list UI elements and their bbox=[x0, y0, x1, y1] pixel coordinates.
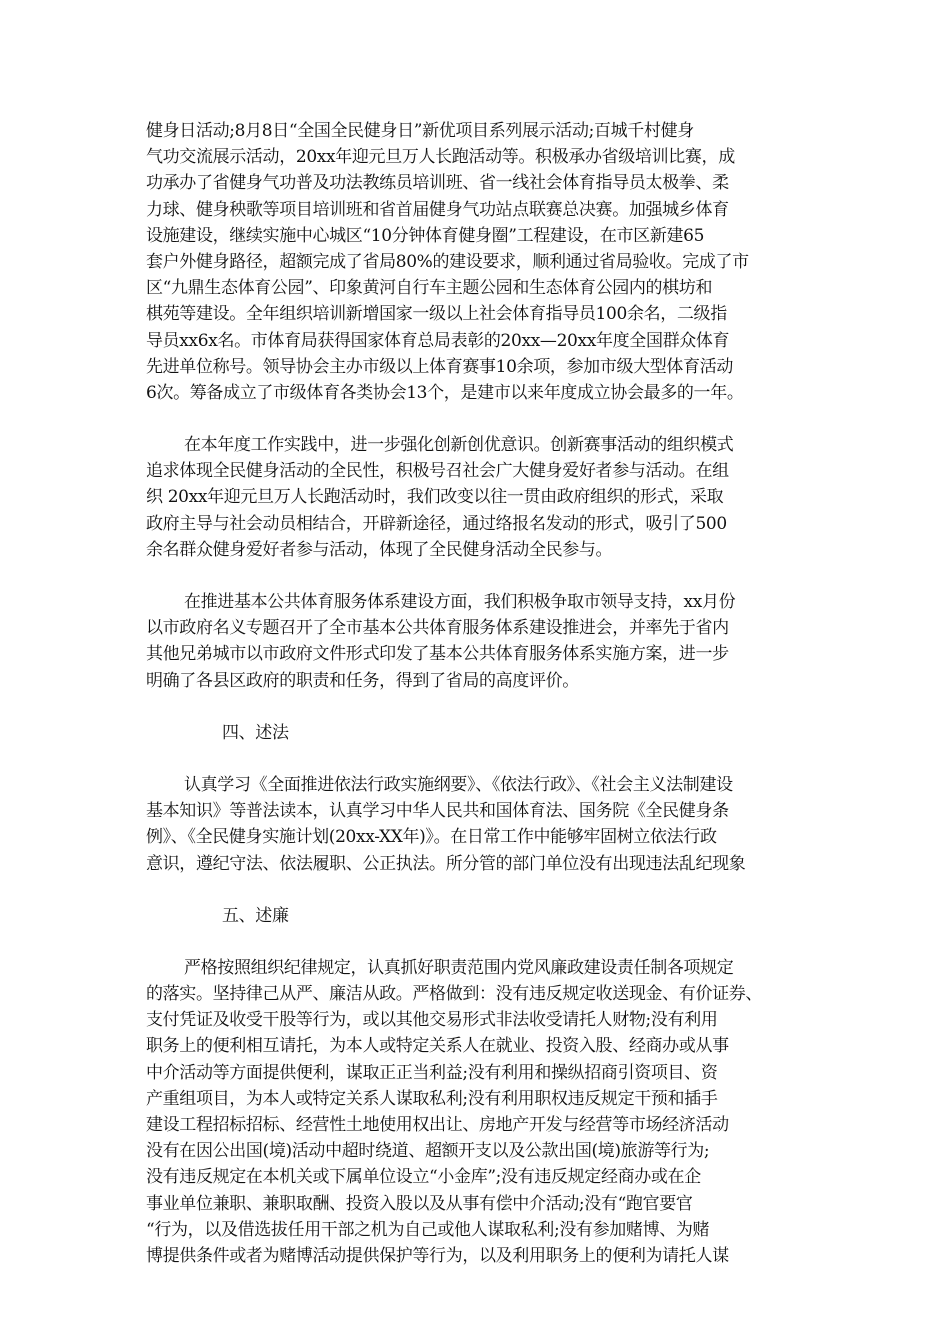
text-line: 追求体现全民健身活动的全民性，积极号召社会广大健身爱好者参与活动。在组 bbox=[146, 461, 729, 482]
text-line: 博提供条件或者为赌博活动提供保护等行为，以及利用职务上的便利为请托人谋 bbox=[146, 1245, 729, 1266]
paragraph-integrity bbox=[146, 955, 818, 1269]
text-line: 事业单位兼职、兼职取酬、投资入股以及从事有偿中介活动;没有“跑官要官 bbox=[146, 1193, 693, 1214]
text-line: 区“九鼎生态体育公园”、印象黄河自行车主题公园和生态体育公园内的棋坊和 bbox=[146, 278, 713, 299]
section-heading-integrity: 五、述廉 bbox=[222, 905, 289, 926]
text-line: 明确了各县区政府的职责和任务，得到了省局的高度评价。 bbox=[146, 670, 579, 691]
text-line: 气功交流展示活动，20xx年迎元旦万人长跑活动等。积极承办省级培训比赛，成 bbox=[146, 147, 735, 168]
paragraph-sports-activities bbox=[146, 118, 818, 406]
text-line: 严格按照组织纪律规定，认真抓好职责范围内党风廉政建设责任制各项规定 bbox=[184, 957, 734, 978]
text-line: 政府主导与社会动员相结合，开辟新途径，通过络报名发动的形式，吸引了500 bbox=[146, 513, 727, 534]
text-line: 在本年度工作实践中，进一步强化创新创优意识。创新赛事活动的组织模式 bbox=[184, 435, 734, 456]
text-line: 其他兄弟城市以市政府文件形式印发了基本公共体育服务体系实施方案，进一步 bbox=[146, 644, 729, 665]
text-line: 套户外健身路径，超额完成了省局80%的建设要求，顺利通过省局验收。完成了市 bbox=[146, 251, 749, 272]
text-line: 没有违反规定在本机关或下属单位设立“小金库”;没有违反规定经商办或在企 bbox=[146, 1167, 701, 1188]
text-line: 棋苑等建设。全年组织培训新增国家一级以上社会体育指导员100余名，二级指 bbox=[146, 304, 727, 325]
text-line: 的落实。坚持律己从严、廉洁从政。严格做到：没有违反规定收送现金、有价证券、 bbox=[146, 984, 763, 1005]
text-line: 意识，遵纪守法、依法履职、公正执法。所分管的部门单位没有出现违法乱纪现象 bbox=[146, 853, 746, 874]
text-line: 余名群众健身爱好者参与活动，体现了全民健身活动全民参与。 bbox=[146, 539, 613, 560]
section-heading-law: 四、述法 bbox=[222, 722, 289, 743]
text-line: 支付凭证及收受干股等行为，或以其他交易形式非法收受请托人财物;没有利用 bbox=[146, 1010, 718, 1031]
text-line: 在推进基本公共体育服务体系建设方面，我们积极争取市领导支持，xx月份 bbox=[184, 592, 736, 612]
text-line: 产重组项目，为本人或特定关系人谋取私利;没有利用职权违反规定干预和插手 bbox=[146, 1088, 718, 1109]
text-line: 例》、《全民健身实施计划(20xx-XX年)》。在日常工作中能够牢固树立依法行政 bbox=[146, 827, 717, 848]
text-line: 以市政府名义专题召开了全市基本公共体育服务体系建设推进会，并率先于省内 bbox=[146, 618, 729, 639]
text-line: 导员xx6x名。市体育局获得国家体育总局表彰的20xx—20xx年度全国群众体育 bbox=[146, 330, 730, 351]
text-line: 没有在因公出国(境)活动中超时绕道、超额开支以及公款出国(境)旅游等行为; bbox=[146, 1141, 710, 1162]
paragraph-innovation bbox=[146, 432, 818, 563]
text-line: 中介活动等方面提供便利，谋取正正当利益;没有利用和操纵招商引资项目、资 bbox=[146, 1062, 718, 1083]
paragraph-rule-of-law bbox=[146, 772, 818, 877]
text-line: 职务上的便利相互请托，为本人或特定关系人在就业、投资入股、经商办或从事 bbox=[146, 1036, 729, 1057]
document-body bbox=[146, 118, 818, 1269]
text-line: 力球、健身秧歌等项目培训班和省首届健身气功站点联赛总决赛。加强城乡体育 bbox=[146, 199, 729, 220]
text-line: 建设工程招标招标、经营性土地使用权出让、房地产开发与经营等市场经济活动 bbox=[146, 1115, 729, 1135]
text-line: 功承办了省健身气功普及功法教练员培训班、省一线社会体育指导员太极拳、柔 bbox=[146, 173, 729, 194]
text-line: 先进单位称号。领导协会主办市级以上体育赛事10余项，参加市级大型体育活动 bbox=[146, 356, 734, 377]
text-line: 健身日活动;8月8日“全国全民健身日”新优项目系列展示活动;百城千村健身 bbox=[146, 121, 694, 141]
text-line: 基本知识》等普法读本，认真学习中华人民共和国体育法、国务院《全民健身条 bbox=[146, 801, 729, 822]
paragraph-public-service bbox=[146, 589, 818, 694]
text-line: 设施建设，继续实施中心城区“10分钟体育健身圈”工程建设，在市区新建65 bbox=[146, 225, 705, 246]
text-line: 6次。筹备成立了市级体育各类协会13个，是建市以来年度成立协会最多的一年。 bbox=[146, 382, 744, 403]
text-line: “行为，以及借选拔任用干部之机为自己或他人谋取私利;没有参加赌博、为赌 bbox=[146, 1219, 710, 1240]
text-line: 织 20xx年迎元旦万人长跑活动时，我们改变以往一贯由政府组织的形式，采取 bbox=[146, 487, 724, 508]
text-line: 认真学习《全面推进依法行政实施纲要》、《依法行政》、《社会主义法制建设 bbox=[184, 774, 733, 795]
